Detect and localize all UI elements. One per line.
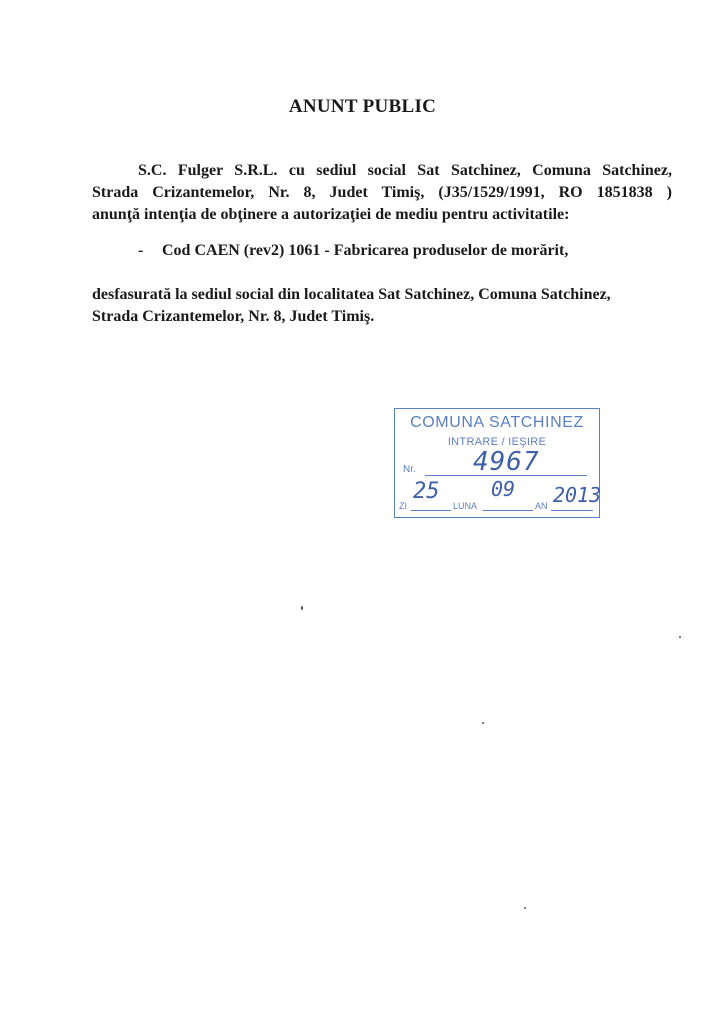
stamp-an-value: 2013 xyxy=(553,483,602,507)
stamp-an-line xyxy=(551,510,593,511)
stamp-title: COMUNA SATCHINEZ xyxy=(410,414,584,431)
paragraph-company-info xyxy=(92,160,672,226)
paragraph1-line1: S.C. Fulger S.R.L. cu sediul social Sat Satchinez, Comuna Satchinez, xyxy=(138,162,672,179)
document-title: ANUNT PUBLIC xyxy=(288,96,437,117)
scan-speck xyxy=(301,606,303,610)
activity-text: Cod CAEN (rev2) 1061 - Fabricarea produselor de morărit, xyxy=(162,242,569,259)
stamp-zi-value: 25 xyxy=(413,479,440,504)
activity-list-item xyxy=(138,242,568,260)
stamp-nr-label: Nr. xyxy=(403,464,416,475)
paragraph-location xyxy=(92,284,672,328)
paragraph2-line2: Strada Crizantemelor, Nr. 8, Judet Timiş. xyxy=(92,308,375,325)
registration-stamp xyxy=(394,408,600,518)
stamp-luna-value: 09 xyxy=(491,477,516,501)
list-bullet: - xyxy=(138,242,144,259)
stamp-zi-label: ZI xyxy=(399,501,407,511)
stamp-zi-line xyxy=(411,510,451,511)
scan-speck xyxy=(524,907,526,909)
paragraph2-line1: desfasurată la sediul social din localitatea Sat Satchinez, Comuna Satchinez, xyxy=(92,286,611,303)
stamp-subtitle: INTRARE / IEŞIRE xyxy=(447,436,547,448)
stamp-an-label: AN xyxy=(535,501,548,511)
scan-speck xyxy=(482,722,484,724)
stamp-luna-line xyxy=(483,510,533,511)
paragraph1-line2: Strada Crizantemelor, Nr. 8, Judet Timiş, (J35/1529/1991, RO 1851838 ) xyxy=(92,184,672,201)
stamp-nr-value: 4967 xyxy=(473,447,540,477)
scan-speck xyxy=(679,636,681,638)
stamp-luna-label: LUNA xyxy=(453,501,478,511)
paragraph1-line3: anunţă intenţia de obţinere a autorizaţiei de mediu pentru activitatile: xyxy=(92,206,570,223)
